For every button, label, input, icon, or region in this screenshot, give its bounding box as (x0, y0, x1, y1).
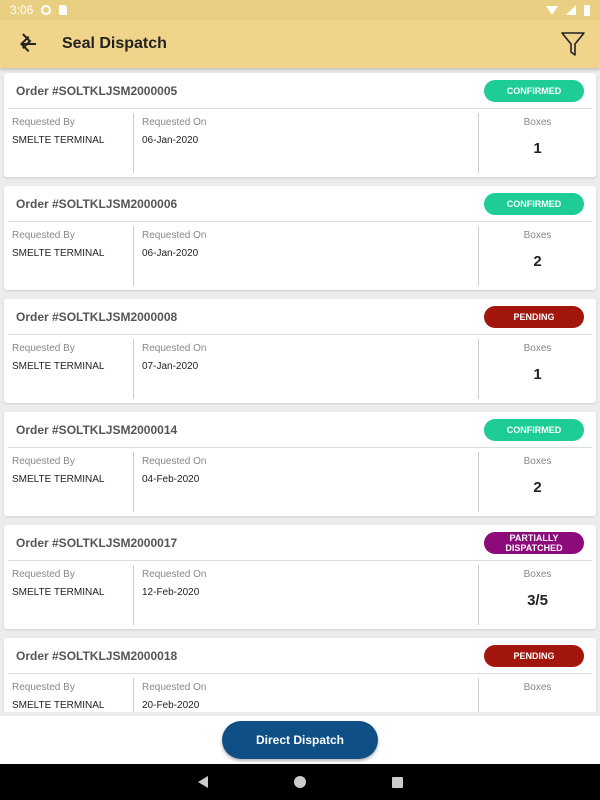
requested-on-value: 04-Feb-2020 (142, 474, 200, 485)
requested-by-value: SMELTE TERMINAL (12, 474, 105, 485)
order-card-header (8, 638, 592, 674)
boxes-column (478, 339, 592, 399)
requested-on-label: Requested On (142, 569, 207, 580)
requested-on-label: Requested On (142, 117, 207, 128)
requested-by-value: SMELTE TERMINAL (12, 248, 105, 259)
order-card-body (4, 226, 596, 286)
order-card-header (8, 73, 592, 109)
order-card[interactable] (4, 638, 596, 712)
boxes-label: Boxes (523, 682, 552, 693)
requested-by-label: Requested By (12, 456, 75, 467)
order-card[interactable] (4, 73, 596, 177)
boxes-label: Boxes (523, 569, 552, 580)
boxes-value: 2 (533, 479, 542, 496)
requested-by-column (4, 226, 134, 286)
requested-on-column (134, 226, 478, 286)
order-card-body (4, 678, 596, 712)
requested-by-value: SMELTE TERMINAL (12, 135, 105, 146)
requested-by-column (4, 452, 134, 512)
order-card-header (8, 412, 592, 448)
requested-by-column (4, 565, 134, 625)
boxes-column (478, 565, 592, 625)
boxes-label: Boxes (523, 343, 552, 354)
system-nav-bar (0, 764, 600, 800)
requested-on-column (134, 678, 478, 712)
requested-on-value: 20-Feb-2020 (142, 700, 200, 711)
order-card-header (8, 299, 592, 335)
order-number: Order #SOLTKLJSM2000018 (16, 648, 178, 663)
status-badge: PENDING (484, 645, 584, 667)
requested-by-value: SMELTE TERMINAL (12, 587, 105, 598)
requested-by-label: Requested By (12, 230, 75, 241)
requested-on-column (134, 452, 478, 512)
requested-by-column (4, 678, 134, 712)
status-badge: PARTIALLY DISPATCHED (484, 532, 584, 554)
requested-by-label: Requested By (12, 117, 75, 128)
nav-back-icon[interactable] (198, 776, 208, 788)
back-arrow-icon[interactable] (16, 32, 40, 56)
requested-on-column (134, 113, 478, 173)
status-badge: PENDING (484, 306, 584, 328)
requested-on-label: Requested On (142, 456, 207, 467)
requested-on-label: Requested On (142, 682, 207, 693)
order-card-header (8, 525, 592, 561)
boxes-label: Boxes (523, 117, 552, 128)
order-number: Order #SOLTKLJSM2000017 (16, 535, 178, 550)
boxes-value: 3/5 (527, 592, 548, 609)
boxes-column (478, 113, 592, 173)
boxes-value: 1 (533, 366, 542, 383)
order-card[interactable] (4, 186, 596, 290)
battery-icon (584, 5, 590, 16)
order-number: Order #SOLTKLJSM2000008 (16, 309, 178, 324)
boxes-value: 1 (533, 140, 542, 157)
filter-icon[interactable] (560, 30, 586, 58)
requested-by-value: SMELTE TERMINAL (12, 361, 105, 372)
boxes-label: Boxes (523, 456, 552, 467)
bottom-action-area (0, 716, 600, 764)
page-title: Seal Dispatch (62, 35, 167, 52)
order-card-body (4, 113, 596, 173)
requested-on-value: 07-Jan-2020 (142, 361, 199, 372)
requested-by-column (4, 339, 134, 399)
requested-by-column (4, 113, 134, 173)
boxes-value: 2 (533, 253, 542, 270)
requested-by-label: Requested By (12, 682, 75, 693)
order-card[interactable] (4, 299, 596, 403)
signal-icon (566, 5, 576, 15)
settings-icon (41, 5, 51, 15)
boxes-column (478, 226, 592, 286)
order-card[interactable] (4, 525, 596, 629)
status-badge: CONFIRMED (484, 419, 584, 441)
boxes-column (478, 678, 592, 712)
status-time: 3:06 (10, 3, 34, 17)
boxes-column (478, 452, 592, 512)
requested-on-column (134, 565, 478, 625)
requested-by-value: SMELTE TERMINAL (12, 700, 105, 711)
requested-on-value: 06-Jan-2020 (142, 135, 199, 146)
requested-on-value: 12-Feb-2020 (142, 587, 200, 598)
order-card-header (8, 186, 592, 222)
requested-by-label: Requested By (12, 343, 75, 354)
requested-by-label: Requested By (12, 569, 75, 580)
nav-recents-icon[interactable] (392, 777, 403, 788)
status-badge: CONFIRMED (484, 80, 584, 102)
direct-dispatch-button[interactable]: Direct Dispatch (222, 721, 378, 759)
order-card-body (4, 452, 596, 512)
app-bar (0, 20, 600, 68)
order-number: Order #SOLTKLJSM2000005 (16, 83, 178, 98)
order-card[interactable] (4, 412, 596, 516)
sd-card-icon (59, 5, 67, 15)
order-list[interactable] (0, 68, 600, 712)
boxes-label: Boxes (523, 230, 552, 241)
status-badge: CONFIRMED (484, 193, 584, 215)
order-card-body (4, 565, 596, 625)
order-number: Order #SOLTKLJSM2000014 (16, 422, 178, 437)
order-number: Order #SOLTKLJSM2000006 (16, 196, 178, 211)
requested-on-label: Requested On (142, 343, 207, 354)
order-card-body (4, 339, 596, 399)
status-bar (0, 0, 600, 20)
requested-on-label: Requested On (142, 230, 207, 241)
wifi-icon (546, 6, 558, 15)
requested-on-column (134, 339, 478, 399)
nav-home-icon[interactable] (294, 776, 306, 788)
requested-on-value: 06-Jan-2020 (142, 248, 199, 259)
